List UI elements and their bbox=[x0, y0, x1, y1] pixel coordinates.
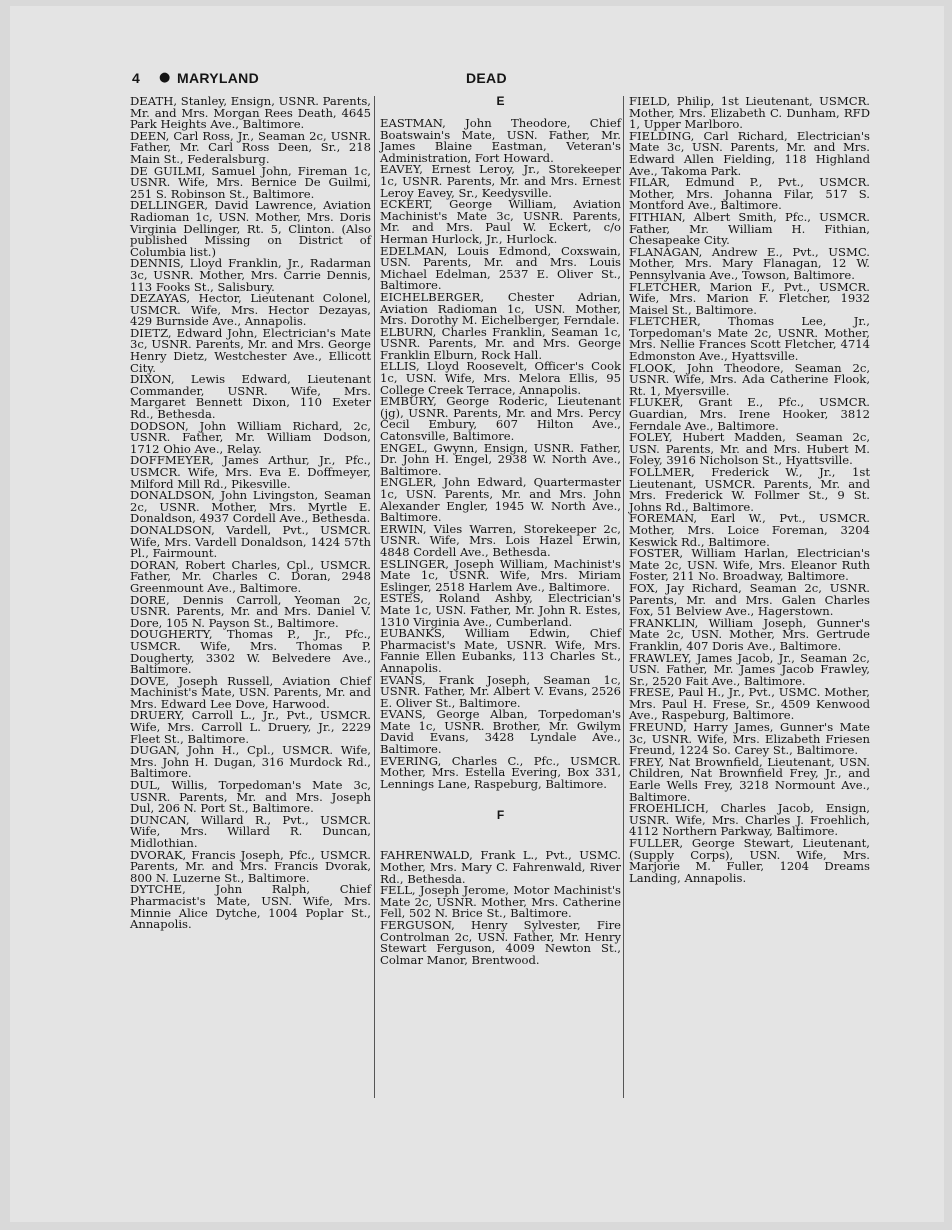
list-item: EICHELBERGER, Chester Adrian, Aviation Radioman 1c, USN. Mother, Mrs. Dorothy M. Eichelberger, Ferndale. bbox=[380, 289, 621, 328]
list-item: DRUERY, Carroll L., Jr., Pvt., USMCR. Wife, Mrs. Carroll L. Druery, Jr., 2229 Fleet St., Baltimore. bbox=[130, 708, 371, 746]
column-1 bbox=[130, 96, 371, 931]
list-item: FLANAGAN, Andrew E., Pvt., USMC. Mother, Mrs. Mary Flanagan, 12 W. Pennsylvania Ave., Towson, Baltimore. bbox=[629, 244, 870, 282]
list-item: FLETCHER, Marion F., Pvt., USMCR. Wife, Mrs. Marion F. Fletcher, 1932 Maisel St., Baltimore. bbox=[629, 279, 870, 317]
list-item: FOLEY, Hubert Madden, Seaman 2c, USN. Parents, Mr. and Mrs. Hubert M. Foley, 3916 Nicholson St., Hyattsville. bbox=[629, 430, 870, 468]
column-divider bbox=[374, 96, 375, 1098]
list-item: FROEHLICH, Charles Jacob, Ensign, USNR. Wife, Mrs. Charles J. Froehlich, 4112 Northern Parkway, Baltimore. bbox=[629, 801, 870, 839]
list-item: ECKERT, George William, Aviation Machinist's Mate 3c, USNR. Parents, Mr. and Mrs. Paul W. Eckert, c/o Herman Hurlock, Jr., Hurlock. bbox=[380, 197, 621, 246]
list-item: EVANS, George Alban, Torpedoman's Mate 1c, USNR. Brother, Mr. Gwilym David Evans, 3428 Lyndale Ave., Baltimore. bbox=[380, 707, 621, 757]
list-item: DORE, Dennis Carroll, Yeoman 2c, USNR. Parents, Mr. and Mrs. Daniel V. Dore, 105 N. Payson St., Baltimore. bbox=[130, 592, 371, 630]
list-item: DOFFMEYER, James Arthur, Jr., Pfc., USMCR. Wife, Mrs. Eva E. Doffmeyer, Milford Mill Rd., Pikesville. bbox=[130, 453, 371, 491]
list-item: DUNCAN, Willard R., Pvt., USMCR. Wife, Mrs. Willard R. Duncan, Midlothian. bbox=[130, 812, 371, 850]
list-item: FILAR, Edmund P., Pvt., USMCR. Mother, Mrs. Johanna Filar, 517 S. Montford Ave., Baltimore. bbox=[629, 175, 870, 213]
list-item: FRAWLEY, James Jacob, Jr., Seaman 2c, USN. Father, Mr. James Jacob Frawley, Sr., 2520 Fait Ave., Baltimore. bbox=[629, 650, 870, 688]
list-item: DYTCHE, John Ralph, Chief Pharmacist's Mate, USN. Wife, Mrs. Minnie Alice Dytche, 1004 Poplar St., Annapolis. bbox=[130, 882, 371, 932]
list-item: FERGUSON, Henry Sylvester, Fire Controlman 2c, USN. Father, Mr. Henry Stewart Ferguson, 4009 Newton St., Colmar Manor, Brentwood. bbox=[380, 918, 621, 967]
state-title: MARYLAND bbox=[177, 70, 259, 86]
list-item: DOVE, Joseph Russell, Aviation Chief Machinist's Mate, USN. Parents, Mr. and Mrs. Edward Lee Dove, Harwood. bbox=[130, 673, 371, 711]
list-item: ESLINGER, Joseph William, Machinist's Mate 1c, USNR. Wife, Mrs. Miriam Eslinger, 2518 Harlem Ave., Baltimore. bbox=[380, 556, 621, 594]
bullet-icon: ● bbox=[159, 70, 171, 85]
list-item: DE GUILMI, Samuel John, Fireman 1c, USNR. Wife, Mrs. Bernice De Guilmi, 251 S. Robinson St., Baltimore. bbox=[130, 163, 371, 201]
list-item: ELBURN, Charles Franklin, Seaman 1c, USNR. Parents, Mr. and Mrs. George Franklin Elburn, Rock Hall. bbox=[380, 324, 621, 362]
list-item: DODSON, John William Richard, 2c, USNR. Father, Mr. William Dodson, 1712 Ohio Ave., Relay. bbox=[130, 418, 371, 456]
list-item: FIELD, Philip, 1st Lieutenant, USMCR. Mother, Mrs. Elizabeth C. Dunham, RFD 1, Upper Marlboro. bbox=[629, 94, 870, 132]
letter-heading-e: E bbox=[496, 94, 505, 108]
list-item: DUGAN, John H., Cpl., USMCR. Wife, Mrs. John H. Dugan, 316 Murdock Rd., Baltimore. bbox=[130, 743, 371, 781]
list-item: FITHIAN, Albert Smith, Pfc., USMCR. Father, Mr. William H. Fithian, Chesapeake City. bbox=[629, 209, 870, 248]
list-item: FOREMAN, Earl W., Pvt., USMCR. Mother, Mrs. Loice Foreman, 3204 Keswick Rd., Baltimore. bbox=[629, 511, 870, 549]
list-item: FRANKLIN, William Joseph, Gunner's Mate 2c, USN. Mother, Mrs. Gertrude Franklin, 407 Doris Ave., Baltimore. bbox=[629, 615, 870, 653]
list-item: FOX, Jay Richard, Seaman 2c, USNR. Parents, Mr. and Mrs. Galen Charles Fox, 51 Belview Ave., Hagerstown. bbox=[629, 580, 870, 619]
entries-e bbox=[380, 118, 621, 790]
section-title: DEAD bbox=[466, 70, 507, 86]
list-item: FREY, Nat Brownfield, Lieutenant, USN. Children, Nat Brownfield Frey, Jr., and Earle Wells Frey, 3218 Normount Ave., Baltimore. bbox=[629, 754, 870, 804]
list-item: FOSTER, William Harlan, Electrician's Mate 2c, USN. Wife, Mrs. Eleanor Ruth Foster, 211 No. Broadway, Baltimore. bbox=[629, 546, 870, 584]
list-item: DOUGHERTY, Thomas P., Jr., Pfc., USMCR. Wife, Mrs. Thomas P. Dougherty, 3302 W. Belvedere Ave., Baltimore. bbox=[130, 627, 371, 677]
list-item: DUL, Willis, Torpedoman's Mate 3c, USNR. Parents, Mr. and Mrs. Joseph Dul, 206 N. Port St., Baltimore. bbox=[130, 778, 371, 816]
list-item: DONALDSON, John Livingston, Seaman 2c, USNR. Mother, Mrs. Myrtle E. Donaldson, 4937 Cordell Ave., Bethesda. bbox=[130, 488, 371, 526]
list-item: ENGEL, Gwynn, Ensign, USNR. Father, Dr. John H. Engel, 2938 W. North Ave., Baltimore. bbox=[380, 440, 621, 478]
list-item: DEZAYAS, Hector, Lieutenant Colonel, USMCR. Wife, Mrs. Hector Dezayas, 429 Burnside Ave., Annapolis. bbox=[130, 291, 371, 329]
list-item: DVORAK, Francis Joseph, Pfc., USMCR. Parents, Mr. and Mrs. Francis Dvorak, 800 N. Luzerne St., Baltimore. bbox=[130, 847, 371, 885]
list-item: FREUND, Harry James, Gunner's Mate 3c, USNR. Wife, Mrs. Elizabeth Friesen Freund, 1224 So. Carey St., Baltimore. bbox=[629, 720, 870, 758]
page-number: 4 bbox=[132, 70, 140, 86]
list-item: DIXON, Lewis Edward, Lieutenant Commander, USNR. Wife, Mrs. Margaret Bennett Dixon, 110 Exeter Rd., Bethesda. bbox=[130, 372, 371, 422]
page-header bbox=[0, 70, 952, 90]
list-item: FULLER, George Stewart, Lieutenant, (Supply Corps), USN. Wife, Mrs. Marjorie M. Fuller, 1204 Dreams Landing, Annapolis. bbox=[629, 836, 870, 885]
list-item: FIELDING, Carl Richard, Electrician's Mate 3c, USN. Parents, Mr. and Mrs. Edward Allen Fielding, 118 Highland Ave., Takoma Park. bbox=[629, 128, 870, 178]
list-item: FLOOK, John Theodore, Seaman 2c, USNR. Wife, Mrs. Ada Catherine Flook, Rt. 1, Myersville. bbox=[629, 360, 870, 398]
letter-heading-f: F bbox=[496, 808, 505, 823]
column-divider bbox=[623, 96, 624, 1098]
list-item: ELLIS, Lloyd Roosevelt, Officer's Cook 1c, USN. Wife, Mrs. Melora Ellis, 95 College Creek Terrace, Annapolis. bbox=[380, 359, 621, 397]
list-item: DORAN, Robert Charles, Cpl., USMCR. Father, Mr. Charles C. Doran, 2948 Greenmount Ave., Baltimore. bbox=[130, 557, 371, 595]
list-item: ESTES, Roland Ashby, Electrician's Mate 1c, USN. Father, Mr. John R. Estes, 1310 Virginia Ave., Cumberland. bbox=[380, 591, 621, 629]
list-item: DONALDSON, Vardell, Pvt., USMCR. Wife, Mrs. Vardell Donaldson, 1424 57th Pl., Fairmount. bbox=[130, 522, 371, 561]
list-item: EDELMAN, Louis Edmond, Coxswain, USN. Parents, Mr. and Mrs. Louis Michael Edelman, 2537 E. Oliver St., Baltimore. bbox=[380, 243, 621, 293]
list-item: EVANS, Frank Joseph, Seaman 1c, USNR. Father, Mr. Albert V. Evans, 2526 E. Oliver St., Baltimore. bbox=[380, 672, 621, 710]
list-item: DENNIS, Lloyd Franklin, Jr., Radarman 3c, USNR. Mother, Mrs. Carrie Dennis, 113 Fooks St., Salisbury. bbox=[130, 256, 371, 294]
list-item: ENGLER, John Edward, Quartermaster 1c, USN. Parents, Mr. and Mrs. John Alexander Engler, 1945 W. North Ave., Baltimore. bbox=[380, 475, 621, 525]
list-item: ERWIN, Viles Warren, Storekeeper 2c, USNR. Wife, Mrs. Lois Hazel Erwin, 4848 Cordell Ave., Bethesda. bbox=[380, 521, 621, 559]
list-item: DEATH, Stanley, Ensign, USNR. Parents, Mr. and Mrs. Morgan Rees Death, 4645 Park Heights Ave., Baltimore. bbox=[130, 94, 371, 132]
list-item: EVERING, Charles C., Pfc., USMCR. Mother, Mrs. Estella Evering, Box 331, Lennings Lane, Raspeburg, Baltimore. bbox=[380, 753, 621, 791]
entries-f bbox=[380, 850, 621, 966]
list-item: FOLLMER, Frederick W., Jr., 1st Lieutenant, USMCR. Parents, Mr. and Mrs. Frederick W. Follmer St., 9 St. Johns Rd., Baltimore. bbox=[629, 465, 870, 514]
column-3 bbox=[629, 96, 870, 884]
list-item: FELL, Joseph Jerome, Motor Machinist's Mate 2c, USNR. Mother, Mrs. Catherine Fell, 502 N. Brice St., Baltimore. bbox=[380, 883, 621, 921]
list-item: EAVEY, Ernest Leroy, Jr., Storekeeper 1c, USNR. Parents, Mr. and Mrs. Ernest Leroy Eavey, Sr., Keedysville. bbox=[380, 162, 621, 200]
list-item: DELLINGER, David Lawrence, Aviation Radioman 1c, USN. Mother, Mrs. Doris Virginia Dellinger, Rt. 5, Clinton. (Also published Missing on District of Columbia list.) bbox=[130, 198, 371, 259]
list-item: FAHRENWALD, Frank L., Pvt., USMC. Mother, Mrs. Mary C. Fahrenwald, River Rd., Bethesda. bbox=[380, 848, 621, 886]
column-2 bbox=[380, 96, 621, 966]
list-item: EMBURY, George Roderic, Lieutenant (jg), USNR. Parents, Mr. and Mrs. Percy Cecil Embury, 607 Hilton Ave., Catonsville, Baltimore. bbox=[380, 394, 621, 444]
list-item: FLETCHER, Thomas Lee, Jr., Torpedoman's Mate 2c, USNR. Mother, Mrs. Nellie Frances Scott Fletcher, 4714 Edmonston Ave., Hyattsville. bbox=[629, 314, 870, 364]
list-item: FLUKER, Grant E., Pfc., USMCR. Guardian, Mrs. Irene Hooker, 3812 Ferndale Ave., Baltimore. bbox=[629, 395, 870, 433]
list-item: EASTMAN, John Theodore, Chief Boatswain's Mate, USN. Father, Mr. James Blaine Eastman, Veteran's Administration, Fort Howard. bbox=[380, 116, 621, 165]
list-item: DIETZ, Edward John, Electrician's Mate 3c, USNR. Parents, Mr. and Mrs. George Henry Dietz, Westchester Ave., Ellicott City. bbox=[130, 325, 371, 375]
list-item: EUBANKS, William Edwin, Chief Pharmacist's Mate, USNR. Wife, Mrs. Fannie Ellen Eubanks, 113 Charles St., Annapolis. bbox=[380, 626, 621, 675]
list-item: DEEN, Carl Ross, Jr., Seaman 2c, USNR. Father, Mr. Carl Ross Deen, Sr., 218 Main St., Federalsburg. bbox=[130, 128, 371, 166]
list-item: FRESE, Paul H., Jr., Pvt., USMC. Mother, Mrs. Paul H. Frese, Sr., 4509 Kenwood Ave., Raspeburg, Baltimore. bbox=[629, 685, 870, 723]
